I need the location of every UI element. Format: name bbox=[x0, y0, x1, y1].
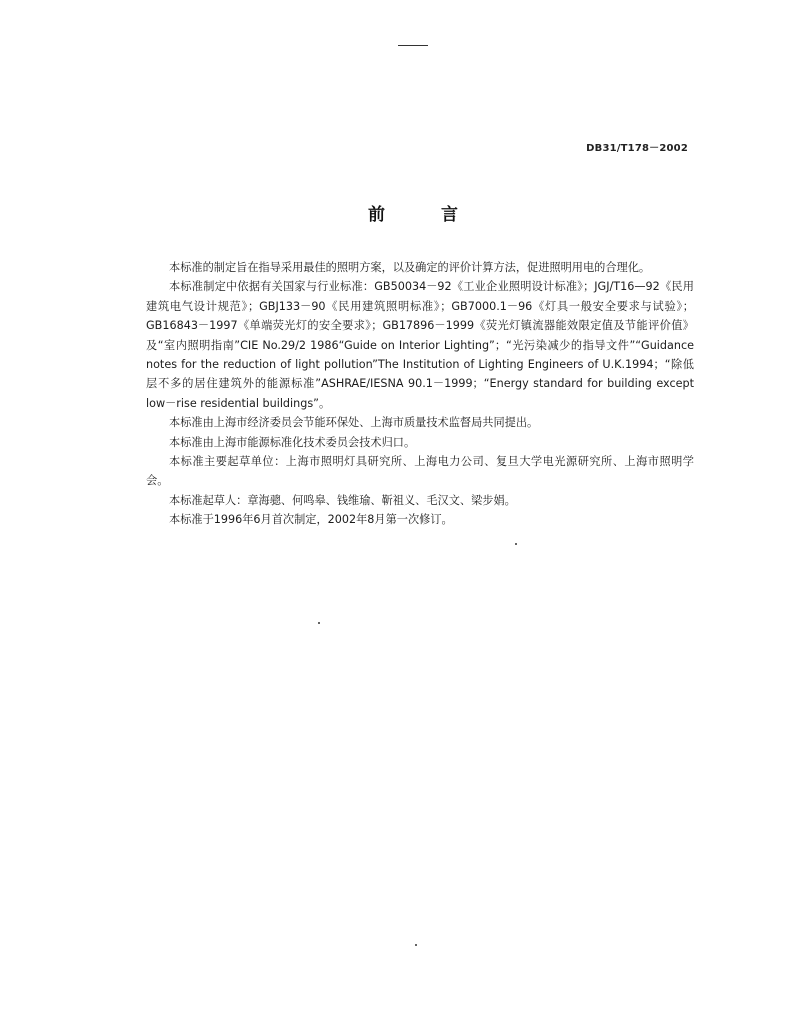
paragraph-drafting-units: 本标准主要起草单位：上海市照明灯具研究所、上海电力公司、复旦大学电光源研究所、上海市照明学会。 bbox=[146, 455, 694, 488]
top-rule bbox=[398, 45, 428, 46]
paragraph-references: 本标准制定中依据有关国家与行业标准：GB50034－92《工业企业照明设计标准》；JGJ/T16—92《民用建筑电气设计规范》；GBJ133－90《民用建筑照明标准》；GB7000.1－96《灯具一般安全要求与试验》；GB16843－1997《单端荧光灯的安全要求》；GB17896－1999《荧光灯镇流器能效限定值及节能评价值》及“室内照明指南”CIE No.29/2 1986“Guide on Interior Lighting”；“光污染减少的指导文件”“Guidance notes for the reduction of light pollution”The Institution of Lighting Engineers of U.K.1994；“除低层不多的居住建筑外的能源标准”ASHRAE/IESNA 90.1－1999；“Energy standard for building except low－rise residential buildings”。 bbox=[146, 280, 694, 410]
paragraph-drafters: 本标准起草人：章海骢、何鸣皋、钱维瑜、靳祖义、毛汉文、梁步娟。 bbox=[169, 493, 516, 507]
paragraph-revision-history: 本标准于1996年6月首次制定，2002年8月第一次修订。 bbox=[169, 513, 453, 527]
paragraph-committee: 本标准由上海市能源标准化技术委员会技术归口。 bbox=[169, 435, 416, 449]
scan-speck bbox=[515, 543, 517, 545]
paragraph-purpose: 本标准的制定旨在指导采用最佳的照明方案，以及确定的评价计算方法，促进照明用电的合理化。 bbox=[169, 261, 651, 274]
paragraph-proposer: 本标准由上海市经济委员会节能环保处、上海市质量技术监督局共同提出。 bbox=[169, 416, 539, 430]
page-title: 前言 bbox=[368, 205, 514, 225]
scan-speck bbox=[318, 622, 320, 624]
body-text bbox=[146, 258, 694, 530]
scan-speck bbox=[415, 944, 417, 946]
document-code: DB31/T178－2002 bbox=[586, 143, 688, 154]
